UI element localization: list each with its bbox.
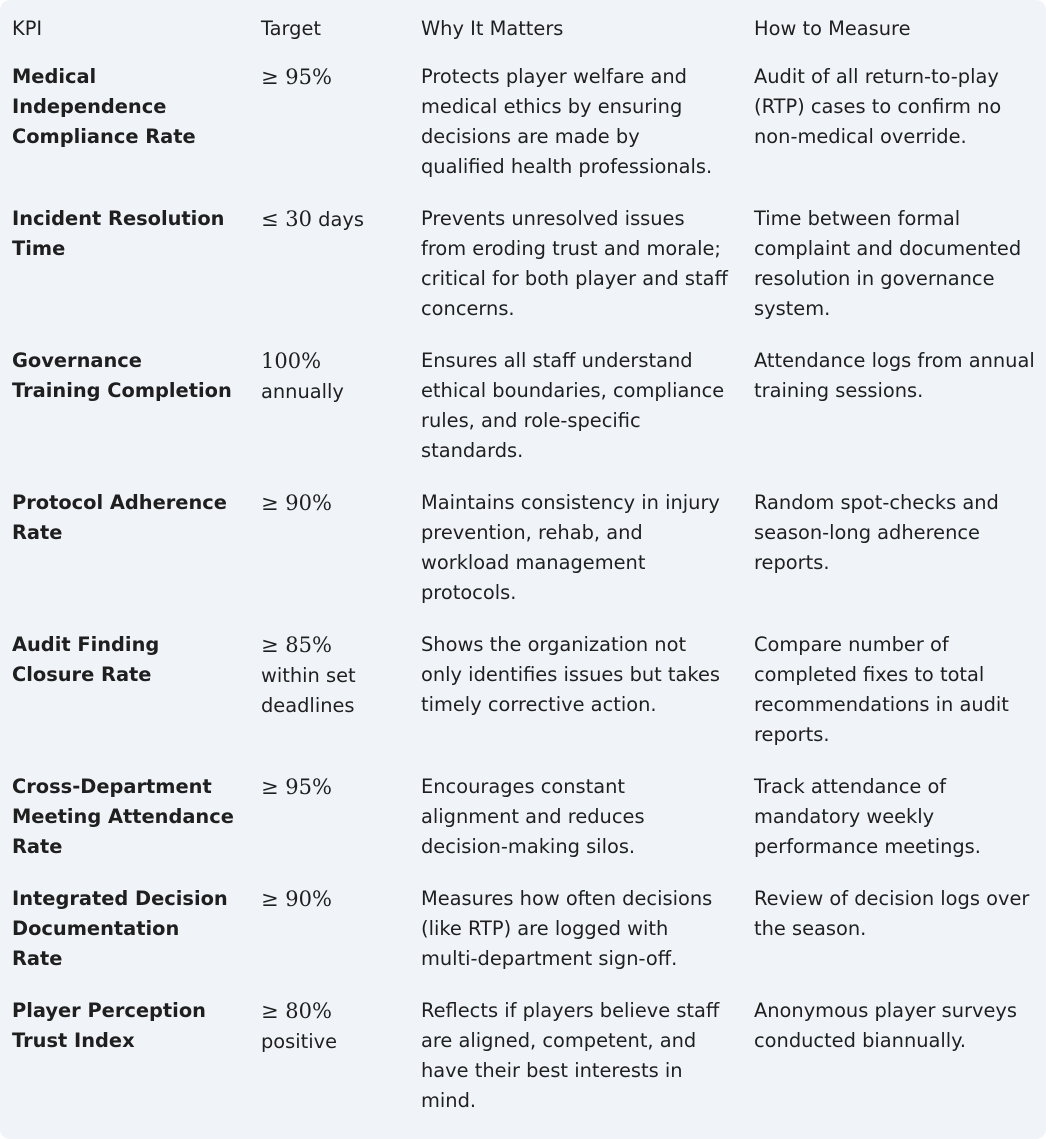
kpi-name: Medical Independence Compliance Rate	[12, 65, 196, 148]
target-value: ≥ 95%	[261, 775, 332, 799]
table-row	[0, 54, 1046, 196]
kpi-target	[249, 196, 409, 338]
table-body	[0, 54, 1046, 1130]
kpi-target	[249, 338, 409, 480]
table-row	[0, 876, 1046, 988]
kpi-why: Reflects if players believe staff are aligned, competent, and have their best interests in mind.	[421, 999, 720, 1112]
kpi-how: Attendance logs from annual training sessions.	[754, 349, 1035, 402]
target-value: ≥ 95%	[261, 65, 332, 89]
kpi-how: Review of decision logs over the season.	[754, 887, 1030, 940]
target-qualifier: positive	[261, 1030, 338, 1053]
kpi-why: Encourages constant alignment and reduces decision-making silos.	[421, 775, 645, 858]
kpi-how: Time between formal complaint and documented resolution in governance system.	[754, 207, 1022, 320]
kpi-target	[249, 988, 409, 1130]
kpi-why: Shows the organization not only identifies issues but takes timely corrective action.	[421, 633, 720, 716]
kpi-name: Incident Resolution Time	[12, 207, 225, 260]
kpi-how: Anonymous player surveys conducted biannually.	[754, 999, 1017, 1052]
kpi-name: Audit Finding Closure Rate	[12, 633, 160, 686]
kpi-target	[249, 622, 409, 764]
kpi-target	[249, 54, 409, 196]
kpi-how: Audit of all return-to-play (RTP) cases to confirm no non-medical override.	[754, 65, 1002, 148]
kpi-name: Protocol Adherence Rate	[12, 491, 227, 544]
kpi-name: Player Perception Trust Index	[12, 999, 206, 1052]
kpi-why: Ensures all staff understand ethical boundaries, compliance rules, and role-specific standards.	[421, 349, 725, 462]
target-qualifier: days	[318, 208, 364, 231]
kpi-name: Governance Training Completion	[12, 349, 232, 402]
kpi-how: Random spot-checks and season-long adherence reports.	[754, 491, 999, 574]
table-row	[0, 988, 1046, 1130]
header-target: Target	[261, 17, 321, 40]
kpi-why: Prevents unresolved issues from eroding trust and morale; critical for both player and staff concerns.	[421, 207, 728, 320]
target-qualifier: annually	[261, 380, 344, 403]
table-row	[0, 764, 1046, 876]
table-row	[0, 480, 1046, 622]
kpi-how: Compare number of completed fixes to total recommendations in audit reports.	[754, 633, 1009, 746]
kpi-target	[249, 876, 409, 988]
table-header	[0, 0, 1046, 54]
header-kpi: KPI	[12, 17, 43, 40]
target-value: ≥ 90%	[261, 887, 332, 911]
header-why-it-matters: Why It Matters	[421, 17, 564, 40]
kpi-why: Maintains consistency in injury prevention, rehab, and workload management protocols.	[421, 491, 720, 604]
kpi-why: Protects player welfare and medical ethics by ensuring decisions are made by qualified health professionals.	[421, 65, 713, 178]
target-value: 100%	[261, 349, 322, 373]
target-value: ≥ 85%	[261, 633, 332, 657]
kpi-name: Integrated Decision Documentation Rate	[12, 887, 228, 970]
target-value: ≤ 30	[261, 207, 312, 231]
table-row	[0, 338, 1046, 480]
target-value: ≥ 80%	[261, 999, 332, 1023]
kpi-name: Cross-Department Meeting Attendance Rate	[12, 775, 234, 858]
kpi-target	[249, 480, 409, 622]
target-qualifier: within set deadlines	[261, 664, 356, 717]
kpi-how: Track attendance of mandatory weekly performance meetings.	[754, 775, 981, 858]
table-row	[0, 622, 1046, 764]
target-value: ≥ 90%	[261, 491, 332, 515]
table-row	[0, 196, 1046, 338]
kpi-why: Measures how often decisions (like RTP) are logged with multi-department sign-off.	[421, 887, 713, 970]
header-how-to-measure: How to Measure	[754, 17, 911, 40]
kpi-target	[249, 764, 409, 876]
header-row	[0, 0, 1046, 54]
